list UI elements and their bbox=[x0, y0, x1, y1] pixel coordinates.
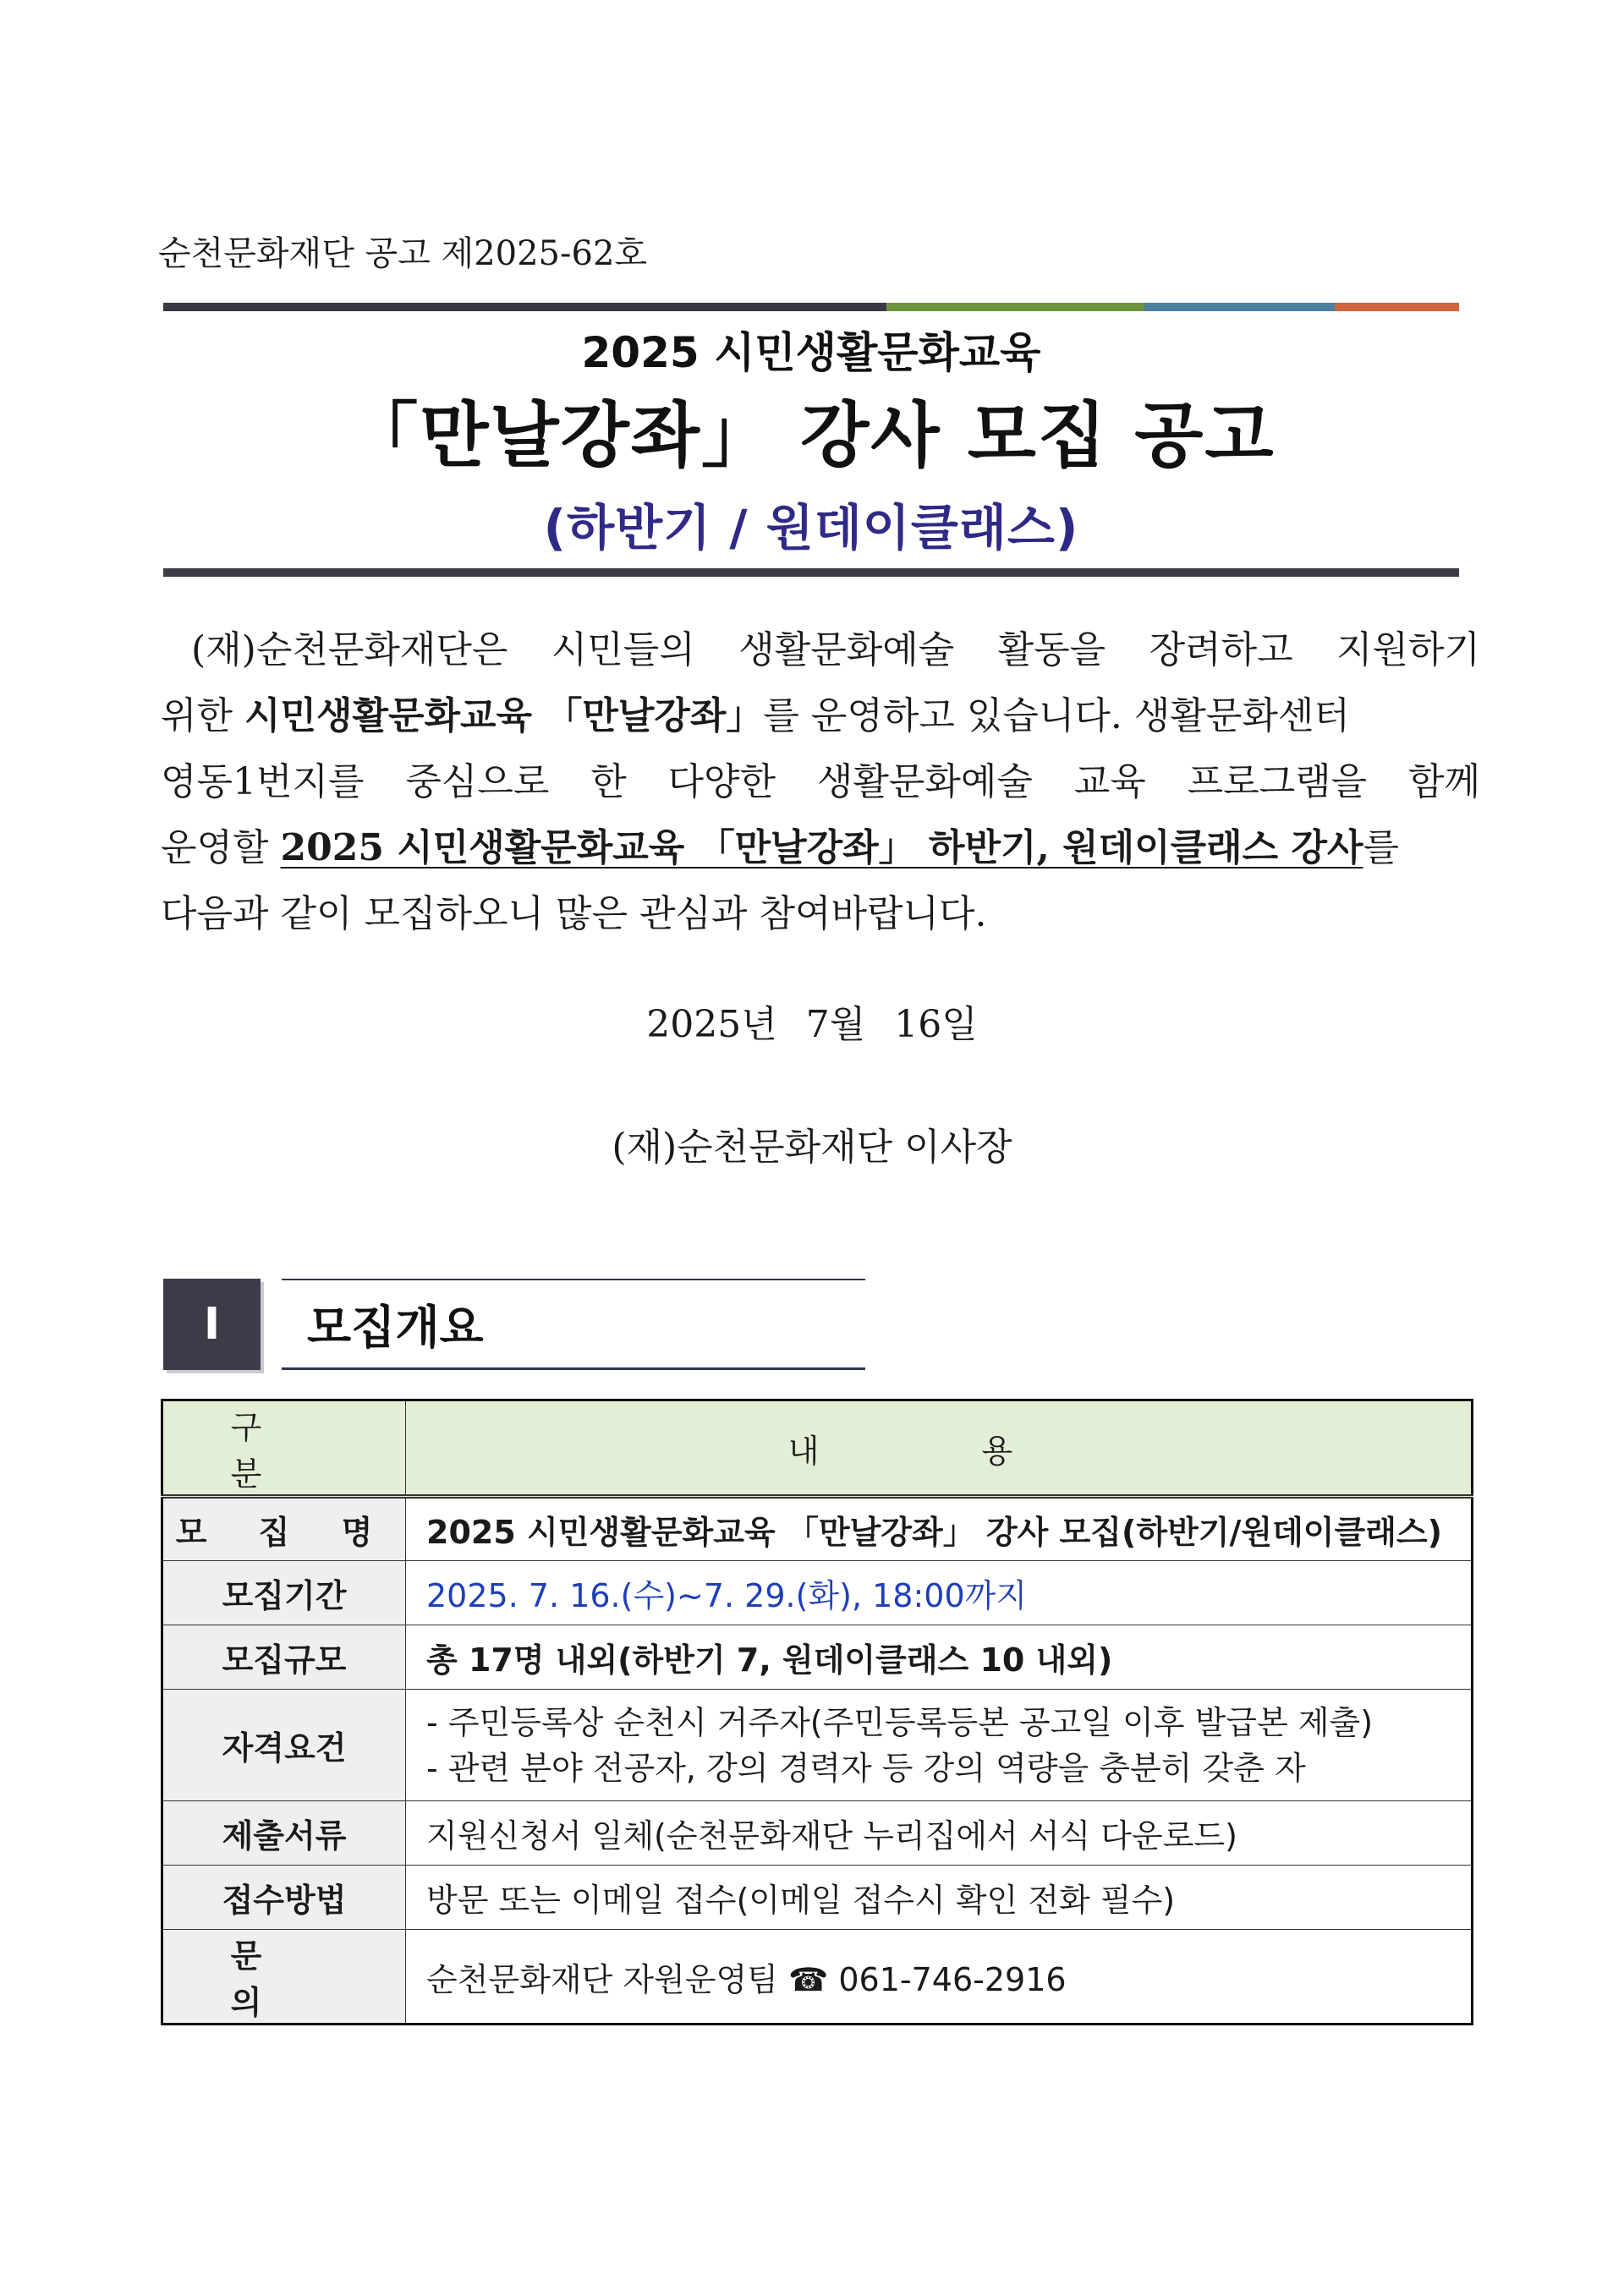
section-title-box bbox=[282, 1279, 865, 1370]
row-label-documents: 제출서류 bbox=[162, 1801, 406, 1866]
issuer: (재)순천문화재단 이사장 bbox=[612, 1126, 1012, 1169]
table-row bbox=[162, 1497, 1473, 1561]
intro-word: 생활문화예술 bbox=[738, 628, 955, 671]
row-label-text: 모 집 명 bbox=[175, 1514, 393, 1551]
row-value-name: 2025 시민생활문화교육 「만날강좌」 강사 모집(하반기/원데이클래스) bbox=[406, 1497, 1473, 1561]
intro-line-3 bbox=[161, 749, 1480, 815]
title-bottom-rule bbox=[163, 568, 1459, 577]
intro-word: 한 bbox=[590, 760, 627, 803]
section-number-box: I bbox=[163, 1279, 261, 1370]
row-label-method: 접수방법 bbox=[162, 1866, 406, 1930]
table-row bbox=[162, 1930, 1473, 2025]
header-color-bar bbox=[163, 303, 1459, 311]
intro-word: 장려하고 bbox=[1149, 628, 1293, 671]
row-label-name bbox=[162, 1497, 406, 1561]
intro-text: 운영할 bbox=[161, 826, 281, 869]
intro-word: 영동1번지를 bbox=[161, 760, 365, 803]
intro-line-4 bbox=[161, 815, 1480, 881]
intro-underlined-recruit: 2025 시민생활문화교육 「만날강좌」 하반기, 원데이클래스 강사 bbox=[280, 826, 1363, 869]
section-title: 모집개요 bbox=[307, 1301, 484, 1354]
header-label-text: 구 분 bbox=[230, 1409, 338, 1493]
intro-word: 교육 bbox=[1073, 760, 1146, 803]
row-value-contact: 순천문화재단 자원운영팀 ☎ 061-746-2916 bbox=[406, 1930, 1473, 2025]
intro-word: 다양한 bbox=[667, 760, 776, 803]
intro-word: 중심으로 bbox=[405, 760, 550, 803]
row-value-scale: 총 17명 내외(하반기 7, 원데이클래스 10 내외) bbox=[406, 1625, 1473, 1690]
color-bar-segment-blue bbox=[1144, 303, 1335, 311]
intro-word: 시민들의 bbox=[551, 628, 695, 671]
color-bar-segment-orange bbox=[1335, 303, 1459, 311]
intro-word: 생활문화예술 bbox=[816, 760, 1033, 803]
intro-word: (재)순천문화재단은 bbox=[191, 628, 508, 671]
row-label-text: 문 의 bbox=[230, 1937, 338, 2021]
table-header-row bbox=[162, 1400, 1473, 1497]
intro-word: 지원하기 bbox=[1336, 628, 1480, 671]
table-row bbox=[162, 1866, 1473, 1930]
row-value-qualification bbox=[406, 1690, 1473, 1801]
row-label-qualification: 자격요건 bbox=[162, 1690, 406, 1801]
intro-text: 를 bbox=[1363, 826, 1399, 869]
table-row bbox=[162, 1561, 1473, 1625]
intro-word: 프로그램을 bbox=[1187, 760, 1368, 803]
row-label-contact bbox=[162, 1930, 406, 2025]
table-header-value bbox=[406, 1400, 1473, 1497]
title-line-2: 「만날강좌」 강사 모집 공고 bbox=[347, 394, 1276, 477]
intro-line-2 bbox=[161, 683, 1480, 749]
color-bar-segment-dark bbox=[163, 303, 886, 311]
row-label-scale: 모집규모 bbox=[162, 1625, 406, 1690]
title-line-3: (하반기 / 원데이클래스) bbox=[543, 499, 1079, 556]
intro-text: 를 운영하고 있습니다. 생활문화센터 bbox=[763, 694, 1350, 737]
title-line-1: 2025 시민생활문화교육 bbox=[581, 328, 1041, 377]
title-block bbox=[163, 320, 1459, 570]
table-row bbox=[162, 1690, 1473, 1801]
intro-word: 함께 bbox=[1407, 760, 1480, 803]
table-row bbox=[162, 1625, 1473, 1690]
intro-bold-program: 시민생활문화교육 「만날강좌」 bbox=[244, 694, 764, 737]
intro-word: 활동을 bbox=[997, 628, 1106, 671]
recruitment-overview-table bbox=[161, 1399, 1473, 2025]
row-label-period: 모집기간 bbox=[162, 1561, 406, 1625]
intro-paragraph bbox=[161, 617, 1480, 947]
table-row bbox=[162, 1801, 1473, 1866]
table-header-label bbox=[162, 1400, 406, 1497]
intro-line-5: 다음과 같이 모집하오니 많은 관심과 참여바랍니다. bbox=[161, 892, 987, 935]
intro-text: 위한 bbox=[161, 694, 244, 737]
announcement-date: 2025년 7월 16일 bbox=[646, 1003, 978, 1046]
qualification-line-1: - 주민등록상 순천시 거주자(주민등록등본 공고일 이후 발급본 제출) bbox=[426, 1703, 1374, 1741]
row-value-documents: 지원신청서 일체(순천문화재단 누리집에서 서식 다운로드) bbox=[406, 1801, 1473, 1866]
intro-line-1 bbox=[161, 617, 1480, 683]
row-value-method: 방문 또는 이메일 접수(이메일 접수시 확인 전화 필수) bbox=[406, 1866, 1473, 1930]
notice-number: 순천문화재단 공고 제2025-62호 bbox=[158, 234, 648, 273]
color-bar-segment-green bbox=[886, 303, 1144, 311]
header-value-text: 내 용 bbox=[787, 1432, 1089, 1470]
qualification-line-2: - 관련 분야 전공자, 강의 경력자 등 강의 역량을 충분히 갖춘 자 bbox=[426, 1749, 1306, 1787]
row-value-period: 2025. 7. 16.(수)~7. 29.(화), 18:00까지 bbox=[406, 1561, 1473, 1625]
